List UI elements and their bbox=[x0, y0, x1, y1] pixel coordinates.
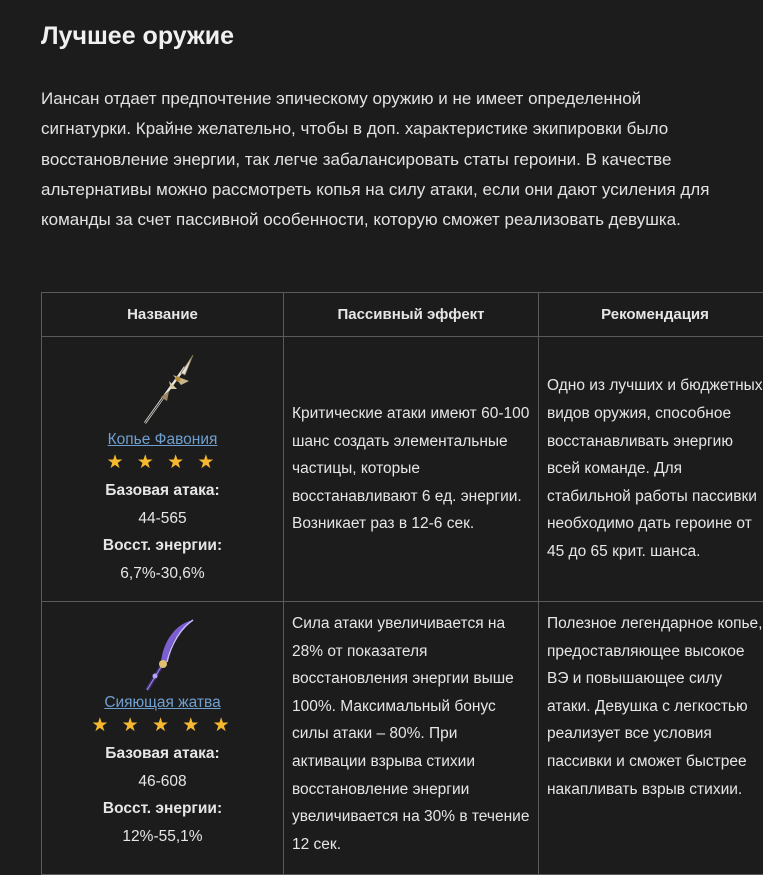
rarity-stars: ★ ★ ★ ★ bbox=[50, 449, 275, 477]
passive-effect: Сила атаки увеличивается на 28% от показателя восстановления энергии выше 100%. Максимальный бонус силы атаки – 80%. При активации взрыва стихии восстановление энергии увеличивается на 30% в течение 12 сек. bbox=[284, 602, 539, 875]
intro-line: восстановление энергии, так легче забалансировать статы героини. В качестве bbox=[41, 145, 763, 175]
energy-recharge-value: 6,7%-30,6% bbox=[50, 560, 275, 588]
intro-paragraph bbox=[41, 84, 763, 235]
glaive-icon bbox=[123, 614, 203, 694]
weapon-cell bbox=[42, 602, 284, 875]
base-atk-label: Базовая атака: bbox=[50, 477, 275, 505]
intro-line: Иансан отдает предпочтение эпическому оружию и не имеет определенной bbox=[41, 84, 763, 114]
intro-line: команды за счет пассивной особенности, которую сможет реализовать девушка. bbox=[41, 205, 763, 235]
rarity-stars: ★ ★ ★ ★ ★ bbox=[50, 712, 275, 740]
header-passive: Пассивный эффект bbox=[284, 293, 539, 337]
energy-recharge-label: Восст. энергии: bbox=[50, 795, 275, 823]
weapons-table bbox=[41, 292, 763, 875]
weapon-cell bbox=[42, 337, 284, 602]
weapon-link[interactable]: Сияющая жатва bbox=[50, 694, 275, 712]
intro-line: сигнатурки. Крайне желательно, чтобы в доп. характеристике экипировки было bbox=[41, 114, 763, 144]
section-title: Лучшее оружие bbox=[41, 22, 234, 51]
passive-effect: Критические атаки имеют 60-100 шанс создать элементальные частицы, которые восстанавливают 6 ед. энергии. Возникает раз в 12-6 сек. bbox=[284, 337, 539, 602]
weapon-link[interactable]: Копье Фавония bbox=[50, 431, 275, 449]
base-atk-label: Базовая атака: bbox=[50, 740, 275, 768]
table-row bbox=[42, 337, 763, 602]
header-name: Название bbox=[42, 293, 284, 337]
recommendation: Одно из лучших и бюджетных видов оружия, способное восстанавливать энергию всей команде. Для стабильной работы пассивки необходимо дать героине от 45 до 65 крит. шанса. bbox=[539, 337, 763, 602]
spear-icon bbox=[123, 351, 203, 431]
base-atk-value: 44-565 bbox=[50, 505, 275, 533]
energy-recharge-label: Восст. энергии: bbox=[50, 532, 275, 560]
table-row bbox=[42, 602, 763, 875]
intro-line: альтернативы можно рассмотреть копья на силу атаки, если они дают усиления для bbox=[41, 175, 763, 205]
table-header-row bbox=[42, 293, 763, 337]
recommendation: Полезное легендарное копье, предоставляющее высокое ВЭ и повышающее силу атаки. Девушка с легкостью реализует все условия пассивки и сможет быстрее накапливать взрыв стихии. bbox=[539, 602, 763, 875]
header-recommendation: Рекомендация bbox=[539, 293, 763, 337]
energy-recharge-value: 12%-55,1% bbox=[50, 823, 275, 851]
base-atk-value: 46-608 bbox=[50, 768, 275, 796]
